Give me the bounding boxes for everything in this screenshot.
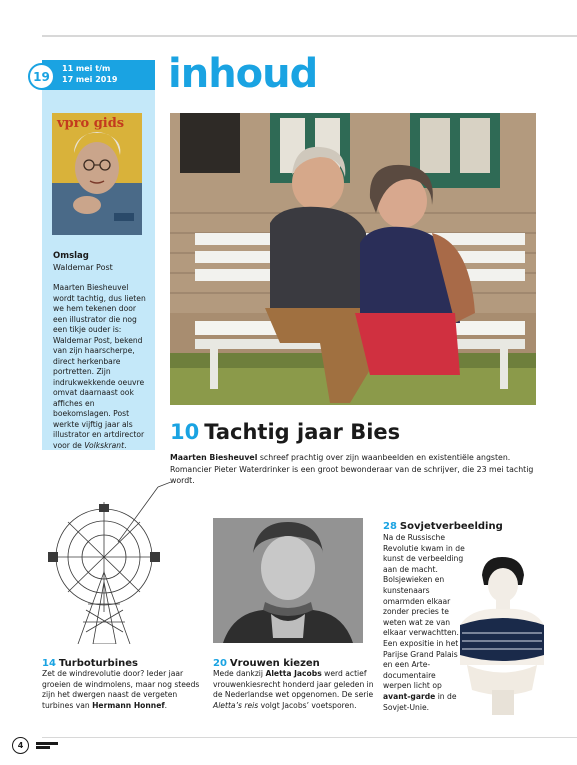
ceramic-bust bbox=[452, 555, 550, 715]
vpro-gids-logo-icon bbox=[36, 742, 58, 749]
feature-photo[interactable] bbox=[170, 113, 536, 405]
article-sovjetverbeelding-page: 28 bbox=[383, 521, 397, 532]
article-turboturbines-page: 14 bbox=[42, 658, 56, 669]
cover-thumbnail[interactable] bbox=[52, 113, 142, 235]
issue-date-end: 17 mei 2019 bbox=[62, 75, 118, 84]
page-number: 4 bbox=[12, 737, 29, 754]
sovjet-bust-sculpture[interactable] bbox=[452, 555, 550, 715]
article-sovjetverbeelding-title: Sovjetverbeelding bbox=[399, 521, 503, 532]
turbine-illustration[interactable] bbox=[38, 482, 171, 644]
feature-headline[interactable] bbox=[170, 419, 400, 447]
aletta-jacobs-portrait[interactable] bbox=[213, 518, 363, 643]
top-rule bbox=[42, 35, 577, 37]
couple-on-bench-photo bbox=[170, 113, 536, 405]
article-turboturbines-summary: Zet de windrevolutie door? Ieder jaar groeien de windmolens, maar nog steeds zijn het dwergen naast de vergeten turbines van Hermann Honnef. bbox=[42, 669, 200, 710]
feature-summary: Maarten Biesheuvel schreef prachtig over zijn waanbeelden en existentiële angsten. Romancier Pieter Waterdrinker is een groot bewonderaar van de schrijver, die 23 mei tachtig wordt. bbox=[170, 453, 534, 485]
article-vrouwen-kiezen-title: Vrouwen kiezen bbox=[229, 658, 320, 669]
cover-portrait-illustration bbox=[52, 113, 142, 235]
cover-masthead: vpro gids bbox=[57, 116, 125, 131]
article-vrouwen-kiezen-page: 20 bbox=[213, 658, 227, 669]
feature-title: Tachtig jaar Bies bbox=[204, 420, 401, 444]
article-turboturbines-title: Turboturbines bbox=[58, 658, 138, 669]
article-vrouwen-kiezen-summary: Mede dankzij Aletta Jacobs werd actief vrouwenkiesrecht honderd jaar geleden in de Nederlandse wet opgenomen. De serie Aletta’s reis volgt Jacobs’ voetsporen. bbox=[213, 669, 374, 710]
bottom-rule bbox=[42, 737, 577, 738]
issue-date-start: 11 mei t/m bbox=[62, 64, 111, 73]
page-title: inhoud bbox=[168, 51, 318, 97]
cover-caption-title: Omslag bbox=[53, 251, 89, 261]
portrait-photo bbox=[213, 518, 363, 643]
issue-number-badge: 19 bbox=[28, 63, 55, 90]
article-sovjetverbeelding-headline[interactable] bbox=[383, 520, 503, 533]
feature-page-number: 10 bbox=[170, 420, 200, 444]
cover-caption-body: Maarten Biesheuvel wordt tachtig, dus lieten we hem tekenen door een illustrator die nog een tikje ouder is: Waldemar Post, bekend van zijn haarscherpe, direct herkenbare portretten. Zijn indrukwekkende oeuvre omvat daarnaast ook affiches en boekomslagen. Post werkte vijftig jaar als illustrator en artdirector voor de Volkskrant. bbox=[53, 283, 146, 450]
windmill-tower-drawing bbox=[38, 482, 171, 644]
cover-caption-credit: Waldemar Post bbox=[53, 263, 113, 272]
article-sovjetverbeelding-summary: Na de Russische Revolutie kwam in de kunst de verbeelding aan de macht. Bolsjewieken en kunstenaars omarmden elkaar zonder precies te weten wat ze van elkaar verwachtten. Een expositie in het Parijse Grand Palais en een Arte-documentaire werpen licht op avant-garde in de Sovjet-Unie. bbox=[383, 533, 465, 712]
